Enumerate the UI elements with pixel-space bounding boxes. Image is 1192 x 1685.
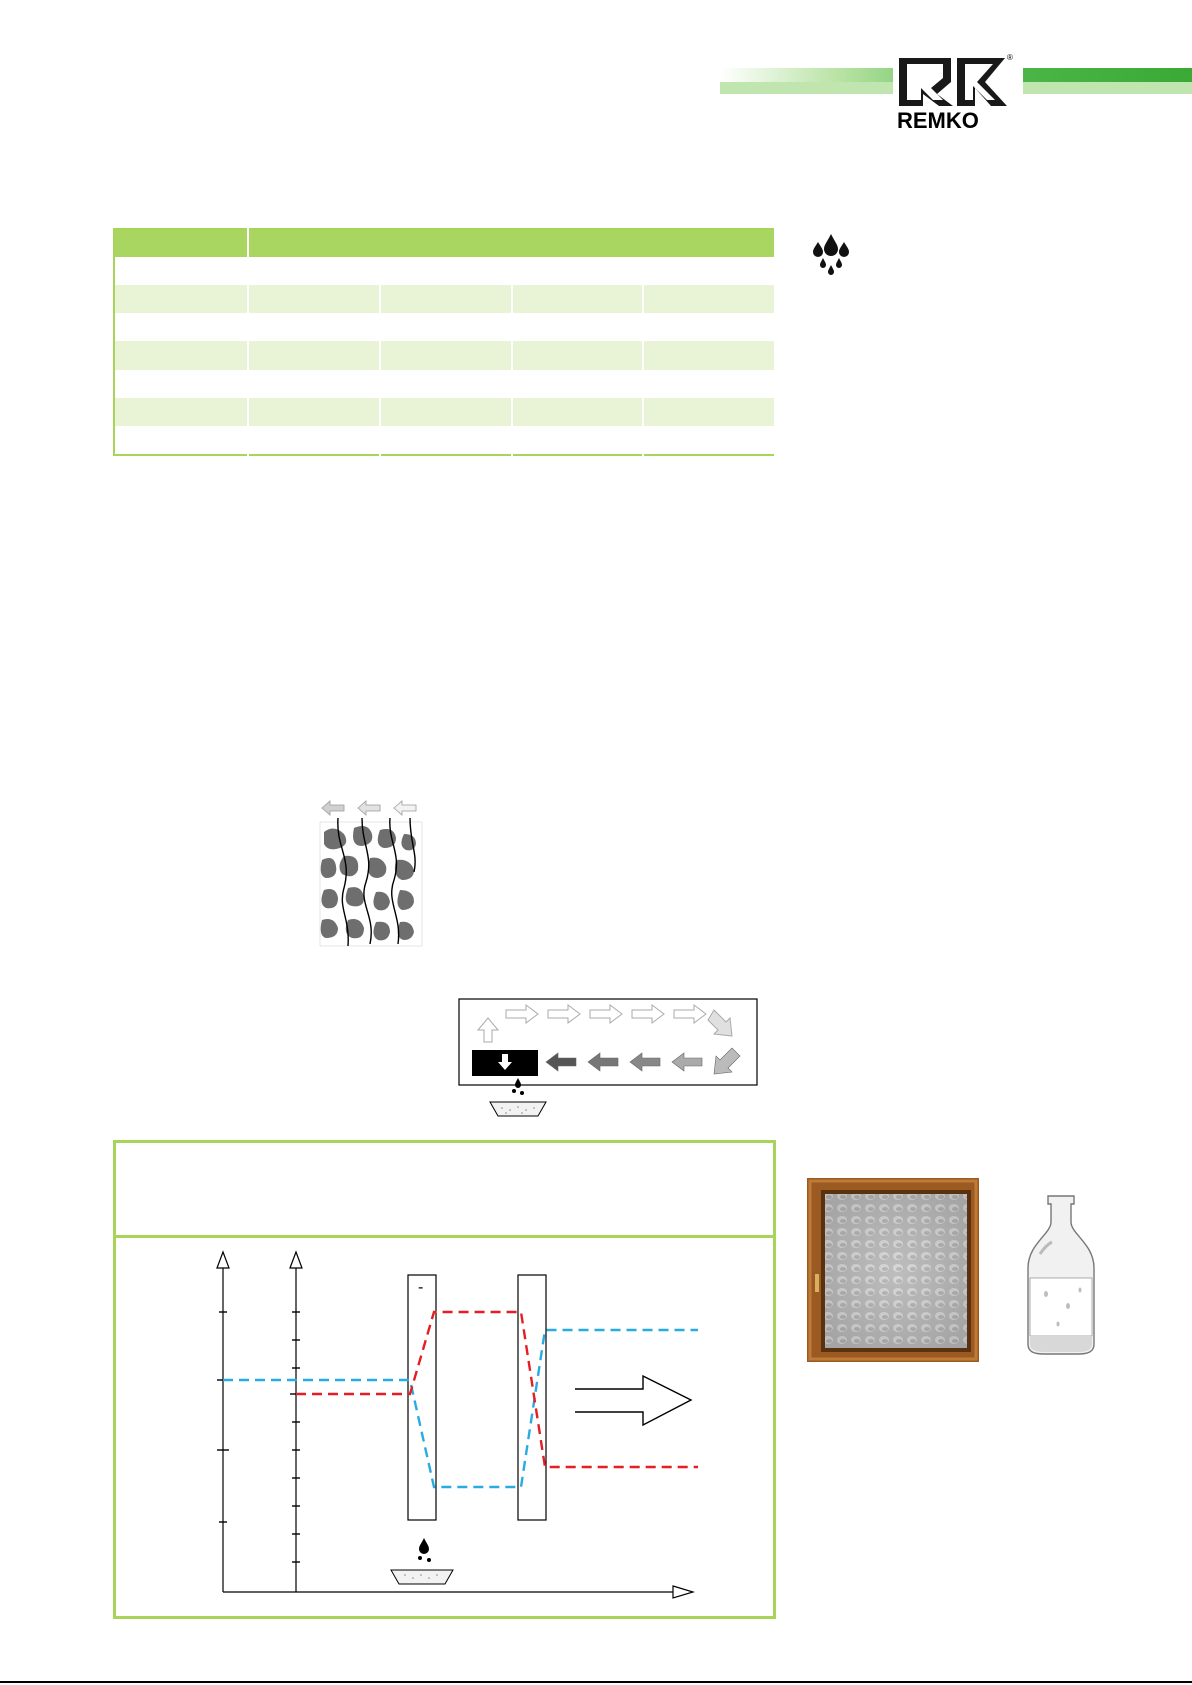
table-header-cell [114,229,248,257]
table-header-cell [248,229,775,257]
arrow-right-icon [575,1376,691,1425]
remko-logo [893,52,1023,134]
minus-sign: - [418,1279,424,1296]
data-table [113,228,776,456]
condensation-flow-diagram [458,998,758,1120]
table-row [114,341,775,369]
footer-rule [0,1681,1192,1683]
drip-icon [418,1538,431,1562]
table-row [114,426,775,455]
window-condensation-photo [807,1178,979,1362]
brand-name: REMKO [897,108,979,133]
water-drops-icon [810,232,852,278]
table-row [114,257,775,285]
dew-point-graph [113,1232,776,1619]
bottle-condensation-photo [1018,1194,1104,1356]
plate-left [408,1275,436,1520]
soil-moisture-figure [318,798,424,948]
table-row [114,285,775,313]
table-row [114,398,775,426]
arrow-left-icon [322,801,416,815]
table-row [114,370,775,398]
table-row [114,313,775,341]
registered-mark: ® [1007,53,1013,62]
